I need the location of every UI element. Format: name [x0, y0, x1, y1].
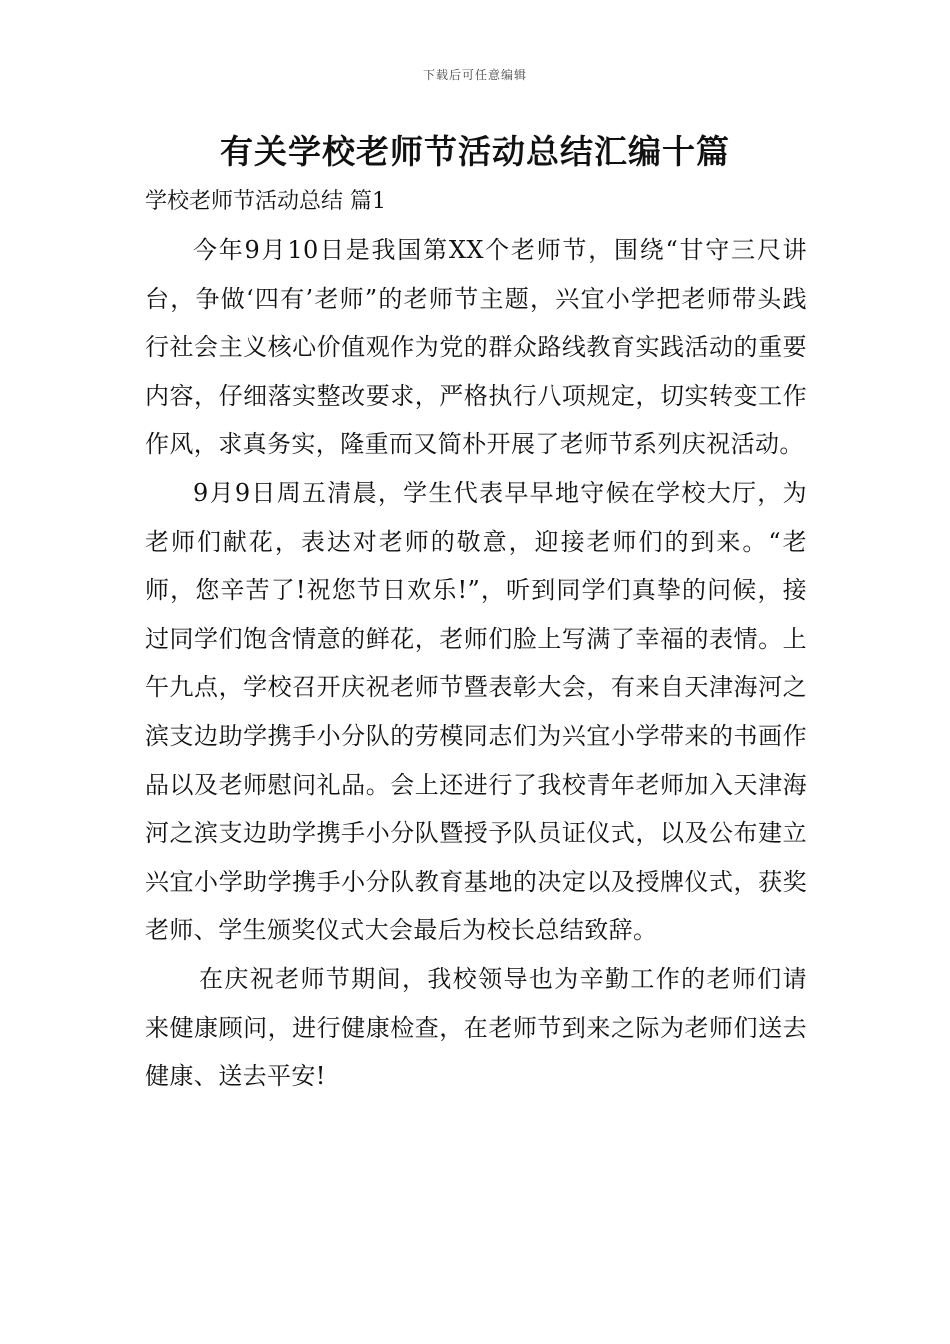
paragraph-2: 9月9日周五清晨，学生代表早早地守候在学校大厅，为老师们献花，表达对老师的敬意，迎接老师们的到来。“老师，您辛苦了!祝您节日欢乐!”，听到同学们真挚的问候，接过同学们饱含情意的鲜花，老师们脸上写满了幸福的表情。上午九点，学校召开庆祝老师节暨表彰大会，有来自天津海河之滨支边助学携手小分队的劳模同志们为兴宜小学带来的书画作品以及老师慰问礼品。会上还进行了我校青年老师加入天津海河之滨支边助学携手小分队暨授予队员证仪式，以及公布建立兴宜小学助学携手小分队教育基地的决定以及授牌仪式，获奖老师、学生颁奖仪式大会最后为校长总结致辞。: [145, 478, 807, 945]
header-note: 下载后可任意编辑: [422, 68, 527, 82]
document-title: 有关学校老师节活动总结汇编十篇: [220, 132, 730, 171]
section-heading: 学校老师节活动总结 篇1: [145, 189, 386, 214]
paragraph-3: 在庆祝老师节期间，我校领导也为辛勤工作的老师们请来健康顾问，进行健康检查，在老师节到来之际为老师们送去健康、送去平安!: [145, 964, 807, 1091]
paragraph-1: 今年9月10日是我国第XX个老师节，围绕“甘守三尺讲台，争做‘四有’老师”的老师节主题，兴宜小学把老师带头践行社会主义核心价值观作为党的群众路线教育实践活动的重要内容，仔细落实整改要求，严格执行八项规定，切实转变工作作风，求真务实，隆重而又简朴开展了老师节系列庆祝活动。: [145, 236, 807, 459]
body-text: [145, 226, 807, 1101]
